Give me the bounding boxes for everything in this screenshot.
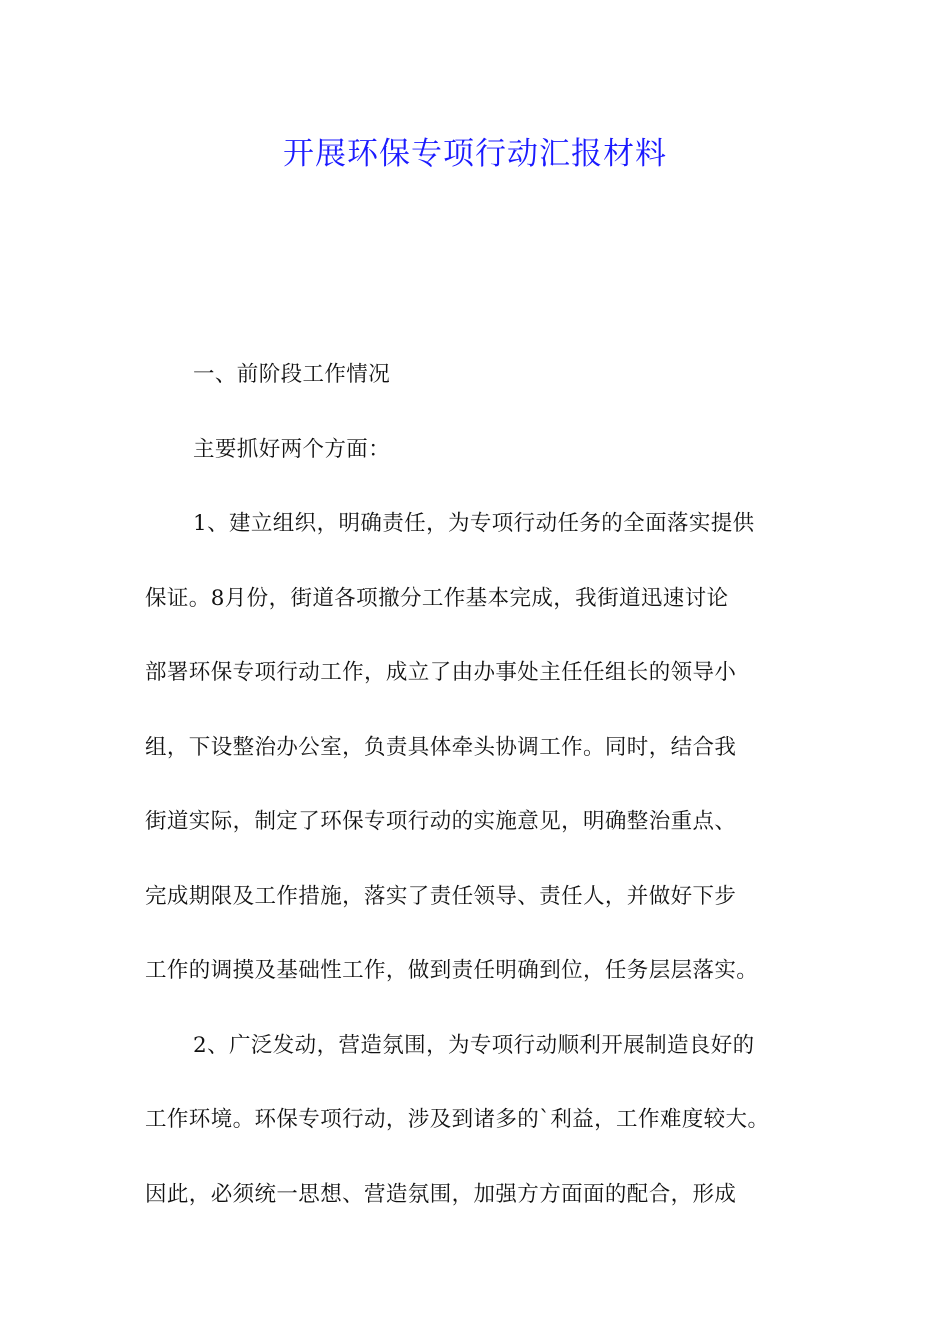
document-title: 开展环保专项行动汇报材料 bbox=[283, 136, 667, 172]
paragraph-line: 1、建立组织，明确责任，为专项行动任务的全面落实提供 bbox=[193, 511, 755, 536]
paragraph-line: 保证。8月份，街道各项撤分工作基本完成，我街道迅速讨论 bbox=[145, 585, 729, 611]
document-body bbox=[145, 338, 825, 1232]
paragraph-line: 组，下设整治办公室，负责具体牵头协调工作。同时，结合我 bbox=[145, 734, 737, 760]
paragraph-line: 主要抓好两个方面： bbox=[193, 436, 391, 462]
paragraph-line: 2、广泛发动，营造氛围，为专项行动顺利开展制造良好的 bbox=[193, 1032, 755, 1058]
paragraph-line: 完成期限及工作措施，落实了责任领导、责任人，并做好下步 bbox=[145, 883, 737, 909]
paragraph-line: 工作环境。环保专项行动，涉及到诸多的`利益，工作难度较大。 bbox=[145, 1107, 770, 1132]
paragraph-line: 街道实际，制定了环保专项行动的实施意见，明确整治重点、 bbox=[145, 809, 737, 834]
paragraph-line: 因此，必须统一思想、营造氛围，加强方方面面的配合，形成 bbox=[145, 1181, 737, 1207]
paragraph-line: 部署环保专项行动工作，成立了由办事处主任任组长的领导小 bbox=[145, 660, 737, 685]
section-heading: 一、前阶段工作情况 bbox=[193, 362, 391, 387]
paragraph-line: 工作的调摸及基础性工作，做到责任明确到位，任务层层落实。 bbox=[145, 958, 759, 983]
